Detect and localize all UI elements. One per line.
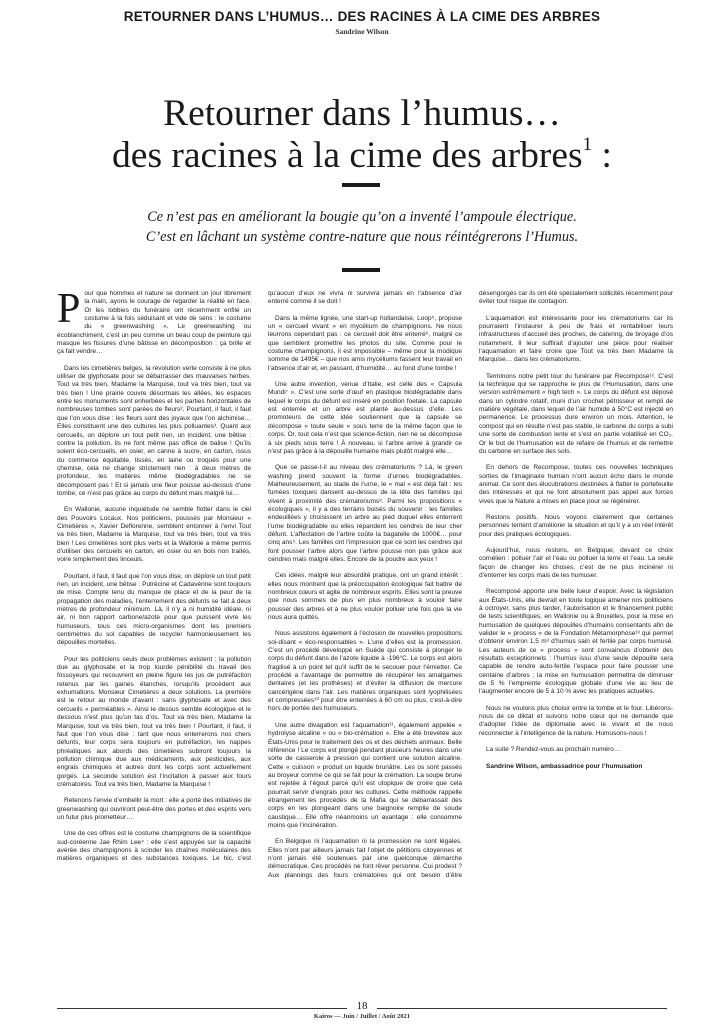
chapeau-line-1: Ce n’est pas en améliorant la bougie qu’on a inventé l’ampoule électrique. <box>147 209 577 225</box>
paragraph-11: Ces idées, malgré leur absurdité pratique, ont un grand intérêt : elles nous montrent que la préoccupation écologique fait battre de nombreux cœurs et agite de nombreux esprits. Elles sont la preuve que nous sommes de plus en plus nombreux à vouloir faire pousser des arbres et à ne plus vouloir polluer une fois que la vie nous aura quittés. <box>268 572 462 622</box>
running-head <box>0 9 724 36</box>
paragraph-16: Terminons notre petit tour du funéraire par Recompose¹². C’est la technique qui se rapproche le plus de l’Humusation, dans une version extrêmement « high tech ». Le corps du défunt est déposé dans un cylindre rotatif, muni d’un crochet pétrisseur et rempli de matière végétale, dans lequel de l’air humide à 50°C est injecté en permanence. Le processus dure environ un mois. Attention, le compost qui en résulte n’est pas stable, le carbone du corps a subi une sorte de combustion lente et s’est en partie volatilisé en CO₂. Or le but de l’humusation est de refaire de l’humus et de remettre du carbone en surface des sols. <box>479 372 673 455</box>
paragraph-21: Nous ne voulons plus choisir entre la tombe et le four. Libérons-nous de ce diktat et suivons notre cœur qui ne demande que d’adopter l’idée de diplomatie avec le vivant et de nous reconnecter à l’intelligence de la nature. Humusons-nous ! <box>479 704 673 737</box>
article-title <box>0 93 724 177</box>
paragraph-2: Dans les cimetières belges, la révolution verte consiste à ne plus utiliser de glyphosate pour se débarrasser des mauvaises herbes. Tout va très bien, Madame la Marquise, tout va très bien, tout va très bien ! Une prairie couvre désormais les allées, les espaces entre les monuments sont enherbées et les parties horizontales de nombreuses tombes sont parées de fleurs². Pourtant, il faut, il faut que l’on vous dise : les fleurs sont des joyaux que l’on alchimise… Elles constituent une des cultures les plus polluantes³. Quant aux cercueils, on déplore un tout petit rien, un incident, une bêtise : contre la pollution, ils ne font même pas office de balise ! Qu’ils soient éco-cercueils, en osier, en canne à sucre, en carton, issus du commerce équitable, tissés, en laine ou troqués pour une chemise, cela ne change strictement rien : à deux mètres de profondeur, les matières même biodégradables ne se décomposent pas ! Et si jamais une fleur pousse au-dessus d’une tombe, ce n’est pas grâce au corps du défunt mais malgré lui… <box>57 364 251 497</box>
paragraph-18: Restons positifs. Nous voyons clairement que certaines personnes tentent d’améliorer la situation et qu’il y a un réel intérêt pour des pratiques écologiques. <box>479 513 673 538</box>
paragraph-14: En Belgique ni l’aquamation ni la promession ne sont légales. Elles n’ont par ailleurs jamais fait l’objet de pétitions citoyennes et n’ont jamais été soutenues par une quelconque démarche démocratique. Ces procédés ne font rêver personne. Cui prodest ? Aux plannings des fours crématoires qui ont besoin d’être désengorgés car ils ont été spécialement sollicités récemment pour éviter tout risque de contagion. <box>268 290 673 879</box>
paragraph-20: Recomposé apporte une belle lueur d’espoir. Avec la législation aux États-Unis, elle devrait en toute logique amener nos politiciens à octroyer, sans plus tarder, l’autorisation et le financement public de tests scientifiques, en Wallonie ou à Bruxelles, pour la mise en humusation de quelques dépouilles d’humains consentants afin de valider le « process » de la Fondation Métamorphose¹³ qui permet d’obtenir environ 1,5 m³ d’humus sain et fertile par corps humusé. Les auteurs de ce « process » sont convaincus d’obtenir des résultats exceptionnels : l’humus issu d’une seule dépouille sera capable de rendre auto-fertile l’espace pour faire pousser une centaine d’arbres ; la mise en humusation permettra de diminuer de 5 % l’empreinte écologique globale d’une vie au lieu de l’augmenter encore de 5 à 10 % avec les pratiques actuelles. <box>479 588 673 696</box>
paragraph-19: Aujourd’hui, nous restons, en Belgique, devant ce choix cornélien : polluer l’air et l’eau ou polluer la terre et l’eau. La seule façon de changer les choses, c’est de ne plus incinérer ni d’enterrer les corps mais de les humuser. <box>479 546 673 579</box>
footer-rule-right <box>377 1008 667 1009</box>
paragraph-8: Dans la même lignée, une start-up hollandaise, Loop⁵, propose un « cercueil vivant » en mycélium de champignons. Ne nous leurrons cependant pas : ce cercueil doit être enterré⁶, malgré ce que semblent promettre les photos du site. Comme pour le costume champignons, il est impossible – même pour la modique somme de 1495€ – que nos amis mycéliums fassent leur travail en l’absence d’air et, en passant, d’humidité… au fond d’une tombe ! <box>268 314 462 372</box>
paragraph-7: Une de ces offres est le costume champignons de la scientifique sud-coréenne Jae Rhim Lee⁴ : elle s’est appuyée sur la capacité avérée des champignons à scinder les chaînes moléculaires des matières organiques et des substances toxiques. Le hic, c’est qu’aucun d’eux ne vivra ni survivra jamais en l’absence d’air enterré comme il se doit ! <box>57 290 462 863</box>
paragraph-3: En Wallonie, aucune inquiétude ne semble flotter dans le ciel des Pouvoirs Locaux. Nos politiciens, poussés par Monsieur « Cimetières », Xavier Deflorenne, semblent entonner à l’envi Tout va très bien, Madame la Marquise, tout va très bien, tout va très bien ! Les cimetières sont plus verts et la Wallonie a même permis d’utiliser des cercueils en carton, en osier ou en bois non traités, voire simplement des linceuls. <box>57 506 251 564</box>
paragraph-15: L’aquamation est intéressante pour les crématoriums car ils pourraient l’instaurer à peu de frais et rentabiliser leurs infrastructures d’accueil des proches, de catering, de broyage d’os notamment. Il leur suffirait d’ajouter une pièce pour réaliser l’aquamation et faire croire que Tout va très bien Madame la Marquise… dans les crématoriums. <box>479 314 673 364</box>
page-footer <box>0 1000 724 1020</box>
paragraph-22: La suite ? Rendez-vous au prochain numéro… <box>486 746 621 754</box>
title-divider <box>342 183 380 187</box>
signature: Sandrine Wilson, ambassadrice pour l’humusation <box>486 762 643 770</box>
article-body <box>57 290 673 880</box>
paragraph-5: Pour les politiciens seuls deux problèmes existent : la pollution due au glyphosate et la trop lourde pénibilité du travail des fossoyeurs qui recouvrent en pleine figure les jus de putréfaction retenus par les gaines étanches, lorsqu’ils procèdent aux exhumations. Monsieur Cimetières a deux solutions. La première est le retour au monde d’avant : sans glyphosate et avec des cercueils « perméables ». Ainsi le dessus semble écologique et le dessous n’est plus qu’un tas d’os. Tout va très bien, Madame la Marquise, tout va très bien, tout va très bien ! Pourtant, il faut, il faut que l’on vous dise : tant que nous enterrerons nos chers défunts, leur corps sera toujours en putréfaction, les nappes phréatiques aux abords des cimetières subiront toujours la pollution chimique due aux médicaments, aux pesticides, aux engrais chimiques et autres dont les corps sont actuellement gorgés. La seconde solution est l’incitation à passer aux fours crématoires. Tout va très bien, Madame la Marquise ! <box>57 655 251 788</box>
footer-rule-left <box>57 1008 347 1009</box>
title-line-2-text: des racines à la cime des arbres <box>112 135 583 176</box>
paragraph-12: Nous assistons également à l’éclosion de nouvelles propositions soi-disant « éco-responsables ». L’une d’elles est la promession. C’est un procédé développé en Suède qui consiste à plonger le corps du défunt dans de l’azote liquide à -196°C. Le corps est alors fragilisé à un point tel qu’il suffit de le secouer pour l’émietter. Ce procédé a l’avantage de permettre de récupérer les amalgames dentaires (et les prothèses) et d’éviter la diffusion de mercure cancérigène dans l’air. Les matières organiques sont lyophilisées et compressées¹⁰ pour être enterrées à 60 cm ou plus, c’est-à-dire hors de portée des humuseurs. <box>268 630 462 713</box>
paragraph-4: Pourtant, il faut, il faut que l’on vous dise, on déplore un tout petit rien, un incident, une bêtise : Putrécine et Cadavérine sont toujours de mise. Compte tenu du manque de place et de la peur de la propagation des maladies, l’enterrement des défunts se fait à deux mètres de profondeur minimum. Là, il n’y a ni humidité idéale, ni air, ni bon rapport carbone/azote pour que puissent vivre les humuseurs, tous ces micro-organismes dont les premiers centimètres du sol capables de recycler harmonieusement les dépouilles mortelles. <box>57 572 251 647</box>
title-line-1: Retourner dans l’humus… <box>163 93 561 134</box>
paragraph-17: En dehors de Recompose, toutes ces nouvelles techniques sorties de l’imaginaire humain n’ont aucun écho dans le monde animal. Ce sont des élucubrations destinées à flatter le portefeuille des intéressés et qui ne font absolument pas appel aux forces vives que la Nature a mises en place pour se régénérer. <box>479 464 673 505</box>
paragraph-1-text: our que hommes et nature se donnent un jour librement la main, ayons le courage de regarder la réalité en face. Or les lobbies du funéraire ont récemment enfilé un costume à la fois séduisant et vide de sens : le costume du « greenwashing ». Le greenwashing ou écoblanchiment, c’est un peu comme un beau coup de peinture qui masque les fissures d’une bâtisse en décomposition : ça brille et ça fait vendre… <box>57 290 251 356</box>
paragraph-13: Une autre divagation est l’aquamation¹¹, également appelée « hydrolyse alcaline » ou « bio-crémation ». Elle a été brevetée aux États-Unis pour le traitement des os et des déchets animaux. Belle référence ! Le corps est plongé pendant plusieurs heures dans une sorte de casserole à pression qui contient une solution alcaline. Cette « cuisson » produit un liquide brunâtre. Les os sont passés au broyeur comme ce qui se fait pour la crémation. La soupe brune est rejetée à l’égout parce qu’il est utopique de croire que cela pourrait servir d’engrais pour les cultures. Cette méthode rappelle étrangement les procédés de la Mafia qui se débarrassait des corps en les plongeant dans une baignoire remplie de soude caustique… Elle offre néanmoins un avantage : elle consomme moins que l’incinération. <box>268 721 462 829</box>
title-suffix: : <box>592 135 612 176</box>
chapeau <box>0 207 724 247</box>
title-line-2 <box>0 135 724 177</box>
running-title: RETOURNER DANS L’HUMUS… DES RACINES À LA CIME DES ARBRES <box>123 9 601 24</box>
title-footnote-mark[interactable]: 1 <box>582 134 593 155</box>
paragraph-1 <box>57 290 251 357</box>
paragraph-6: Retenons l’envie d’embellir la mort : elle a porté des initiatives de greenwashing qui ouvriront peut-être des portes et des esprits vers un futur plus prometteur… <box>57 797 251 821</box>
chapeau-divider <box>342 268 380 272</box>
page-number: 18 <box>356 1000 368 1012</box>
running-author: Sandrine Wilson <box>335 27 389 36</box>
issue-line: Kairos — Juin / Juillet / Août 2021 <box>313 1013 411 1020</box>
chapeau-line-2: C’est en lâchant un système contre-nature que nous réintégrerons l’Humus. <box>145 229 579 245</box>
paragraph-9: Une autre invention, venue d’Italie, est celle des « Capsula Mundi⁷ ». C’est une sorte d’œuf en plastique biodégradable dans lequel le corps du défunt est inséré en position foetale. La capsule est enterrée et un arbre est planté au-dessus d’elle. Les promoteurs de cette idée soutiennent que la capsule se décompose « toute seule » sous terre de la même façon que le corps. Or, tout cela n’est que science-fiction, rien ne se décompose à six pieds sous terre ! À nouveau, si l’arbre arrive à grandir ce n’est pas grâce à la dépouille humaine mais plutôt malgré elle… <box>268 381 462 455</box>
paragraph-10: Que se passe-t-il au niveau des crématoriums ? Là, le green washing prend souvent la forme d’urnes biodégradables. Malheureusement, au stade de l’urne, le « mal » est déjà fait : les fumées toxiques dansent au-dessus de la tête des familles qui vivent à proximité des crématoriums⁸. Parmi les propositions « écologiques », il y a des terrains boisés du souvenir : les familles endeuillées y choisissent un arbre au pied duquel elles enterrent l’urne biodégradable ou elles répandent les cendres de leur cher défunt. L’affectation de l’arbre coûte la bagatelle de 1000€… pour cinq ans⁹. Les familles ont l’impression que ce sont les cendres qui font pousser l’arbre alors que l’arbre pousse non pas grâce aux cendres mais malgré elles. Encore de la poudre aux yeux ! <box>268 464 462 563</box>
drop-cap: P <box>57 290 81 332</box>
